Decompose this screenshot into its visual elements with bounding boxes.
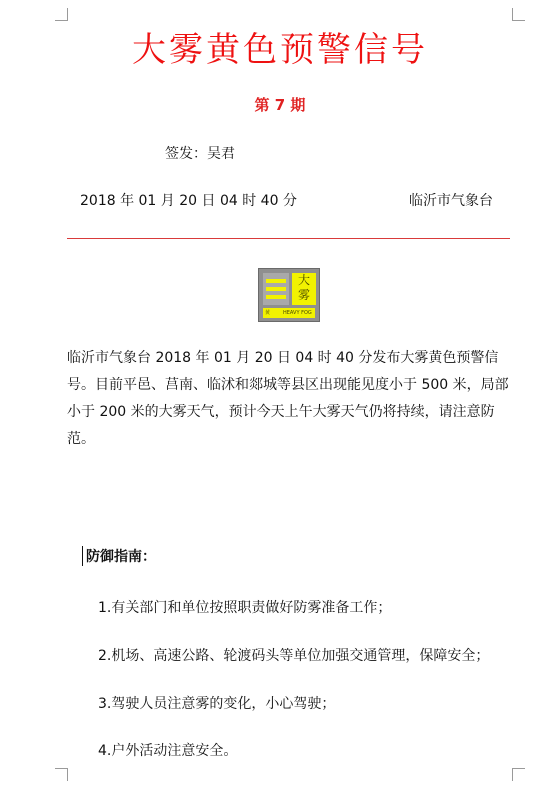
signal-glyph — [292, 273, 316, 305]
guide-item: 4.户外活动注意安全。 — [98, 743, 238, 759]
signal-strip-cn: 黄 — [265, 310, 271, 316]
document-title: 大雾黄色预警信号 — [132, 30, 428, 70]
issuing-office: 临沂市气象台 — [409, 193, 493, 209]
signal-glyph-bottom: 雾 — [297, 288, 310, 302]
issue-datetime: 2018 年 01 月 20 日 04 时 40 分 — [80, 193, 297, 209]
fog-bars-icon — [263, 273, 289, 305]
fog-bar — [266, 287, 286, 291]
guide-heading: 防御指南： — [82, 546, 156, 566]
fog-bar — [266, 279, 286, 283]
issuer-signature: 签发：吴君 — [165, 146, 235, 162]
page-corner-mark-top-left — [55, 8, 68, 21]
guide-item: 3.驾驶人员注意雾的变化，小心驾驶； — [98, 696, 336, 712]
page-corner-mark-bottom-right — [512, 768, 525, 781]
signal-glyph-top: 大 — [297, 273, 310, 287]
red-divider — [67, 238, 510, 239]
page-corner-mark-bottom-left — [55, 768, 68, 781]
guide-item: 2.机场、高速公路、轮渡码头等单位加强交通管理，保障安全； — [98, 648, 490, 664]
fog-bar — [266, 295, 286, 299]
signal-strip-en: HEAVY FOG — [283, 310, 312, 316]
signal-label-strip — [263, 308, 315, 318]
page-corner-mark-top-right — [512, 8, 525, 21]
warning-body-paragraph: 临沂市气象台 2018 年 01 月 20 日 04 时 40 分发布大雾黄色预警信号。目前平邑、莒南、临沭和郯城等县区出现能见度小于 500 米，局部小于 200 米的大雾天气，预计今天上午大雾天气仍将持续，请注意防范。 — [67, 350, 509, 447]
fog-warning-signal-icon — [258, 268, 320, 322]
issue-number: 第 7 期 — [254, 96, 306, 114]
guide-item: 1.有关部门和单位按照职责做好防雾准备工作； — [98, 600, 392, 616]
